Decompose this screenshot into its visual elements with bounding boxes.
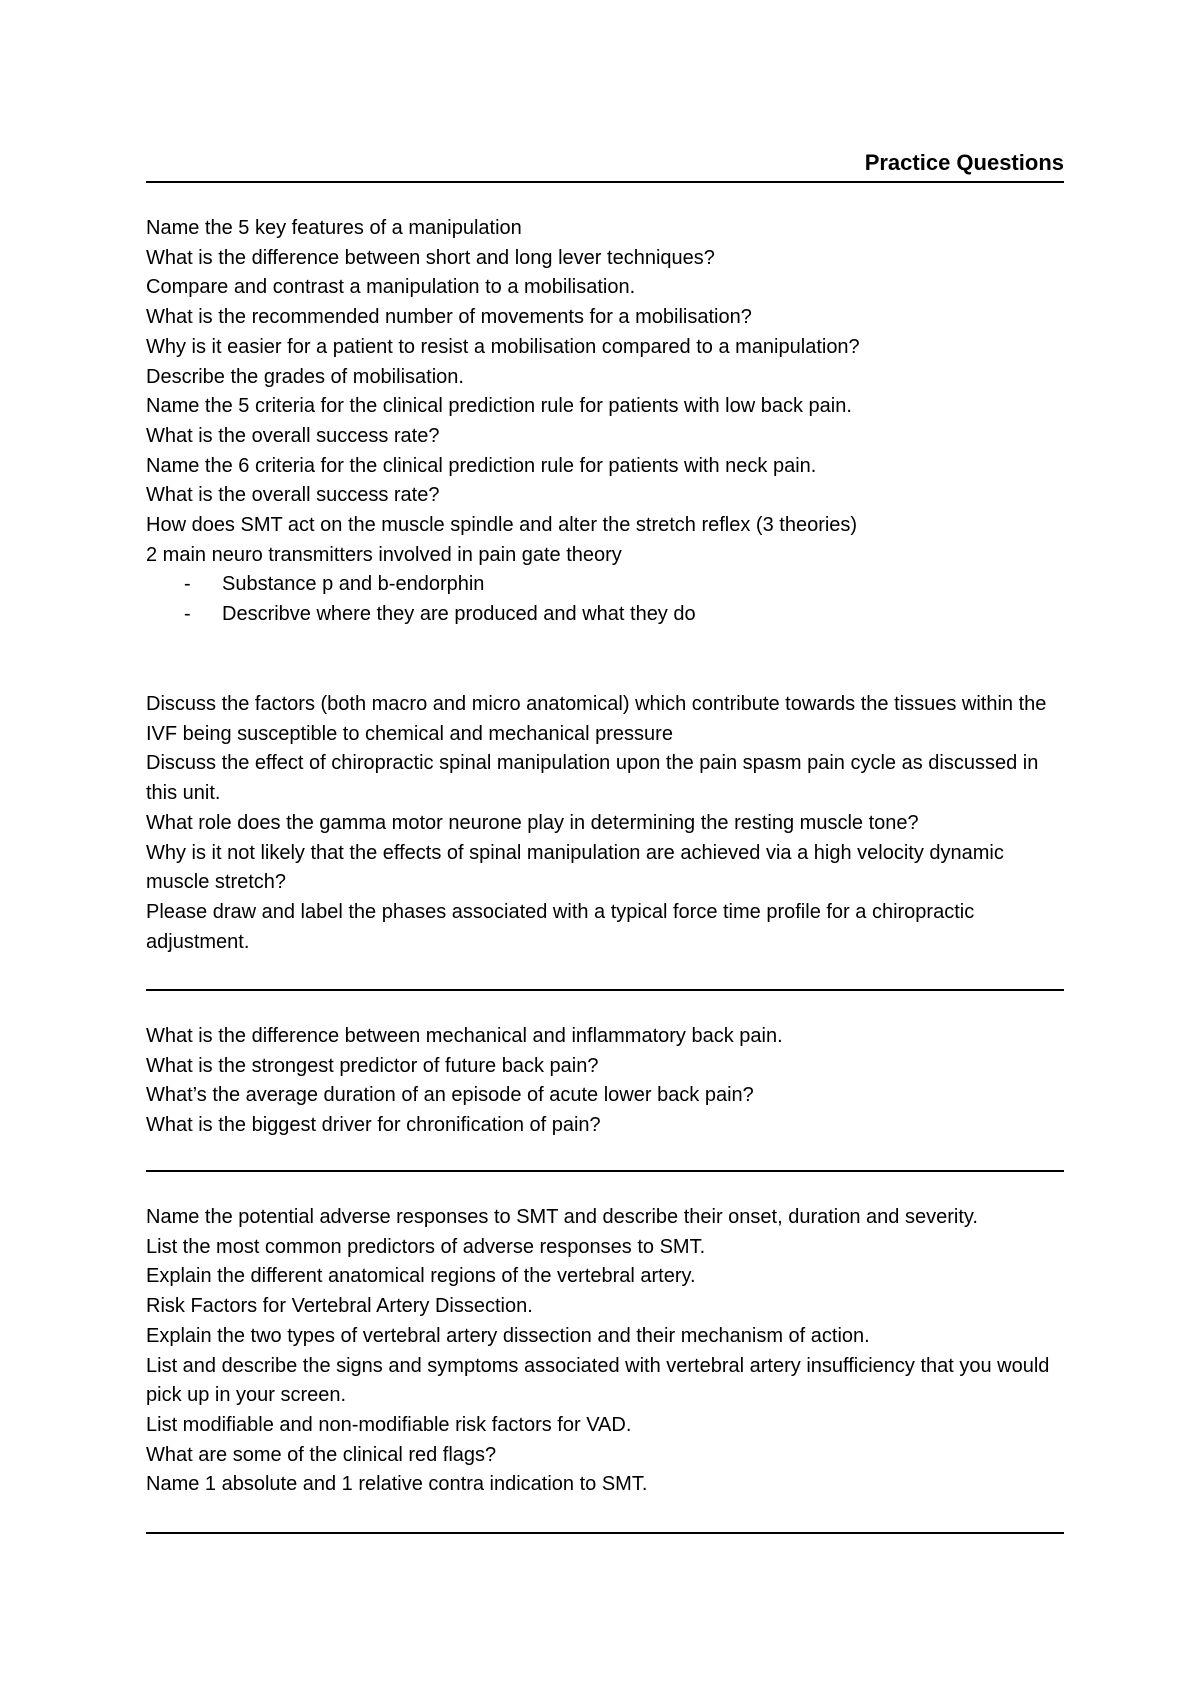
question-item: Why is it easier for a patient to resist a mobilisation compared to a manipulation? xyxy=(146,335,860,358)
question-item: List the most common predictors of adverse responses to SMT. xyxy=(146,1235,706,1258)
question-item: What is the difference between short and long lever techniques? xyxy=(146,246,715,269)
bullet-text: Substance p and b-endorphin xyxy=(222,573,485,596)
question-item: Name the 5 key features of a manipulation xyxy=(146,217,522,239)
question-item: Name the 6 criteria for the clinical prediction rule for patients with neck pain. xyxy=(146,454,817,477)
question-item: Name the 5 criteria for the clinical prediction rule for patients with low back pain. xyxy=(146,395,852,418)
section-4-questions xyxy=(146,1203,1066,1500)
question-item: 2 main neuro transmitters involved in pain gate theory xyxy=(146,543,622,566)
question-item: Risk Factors for Vertebral Artery Dissection. xyxy=(146,1295,533,1318)
question-item: What is the overall success rate? xyxy=(146,484,440,507)
page-title: Practice Questions xyxy=(864,150,1064,175)
question-item: What is the strongest predictor of future back pain? xyxy=(146,1054,599,1077)
question-item: What’s the average duration of an episode of acute lower back pain? xyxy=(146,1084,754,1107)
question-item: What is the overall success rate? xyxy=(146,424,440,447)
question-item: Explain the two types of vertebral artery dissection and their mechanism of action. xyxy=(146,1324,870,1347)
section-divider xyxy=(146,989,1064,991)
question-item: List and describe the signs and symptoms associated with vertebral artery insufficiency that you would pick up in your screen. xyxy=(146,1354,1050,1407)
question-item: What is the recommended number of movements for a mobilisation? xyxy=(146,306,752,329)
section-3-questions xyxy=(146,1022,1086,1141)
question-item: Name the potential adverse responses to SMT and describe their onset, duration and severity. xyxy=(146,1206,978,1228)
question-item: Discuss the factors (both macro and micro anatomical) which contribute towards the tissues within the IVF being susceptible to chemical and mechanical pressure xyxy=(146,693,1047,745)
bullet-item xyxy=(146,600,1086,630)
section-2-questions xyxy=(146,690,1071,957)
section-divider xyxy=(146,1532,1064,1534)
title-divider xyxy=(146,181,1064,183)
bullet-marker: - xyxy=(184,603,191,626)
question-item: Name 1 absolute and 1 relative contra indication to SMT. xyxy=(146,1473,648,1496)
question-item: What is the biggest driver for chronification of pain? xyxy=(146,1114,601,1137)
question-item: Discuss the effect of chiropractic spinal manipulation upon the pain spasm pain cycle as discussed in this unit. xyxy=(146,752,1039,805)
bullet-marker: - xyxy=(184,573,191,596)
question-item: What role does the gamma motor neurone play in determining the resting muscle tone? xyxy=(146,811,919,834)
question-item: List modifiable and non-modifiable risk factors for VAD. xyxy=(146,1413,632,1436)
question-item: How does SMT act on the muscle spindle and alter the stretch reflex (3 theories) xyxy=(146,514,858,537)
bullet-item xyxy=(146,570,1086,600)
question-item: Why is it not likely that the effects of spinal manipulation are achieved via a high velocity dynamic muscle stretch? xyxy=(146,841,1004,894)
section-divider xyxy=(146,1170,1064,1172)
question-item: What is the difference between mechanical and inflammatory back pain. xyxy=(146,1025,783,1047)
question-item: What are some of the clinical red flags? xyxy=(146,1443,497,1466)
section-1-questions xyxy=(146,214,1086,630)
bullet-text: Describve where they are produced and what they do xyxy=(222,603,696,626)
question-item: Compare and contrast a manipulation to a mobilisation. xyxy=(146,276,636,299)
question-item: Describe the grades of mobilisation. xyxy=(146,365,464,388)
question-item: Please draw and label the phases associated with a typical force time profile for a chiropractic adjustment. xyxy=(146,900,975,953)
question-item: Explain the different anatomical regions of the vertebral artery. xyxy=(146,1265,696,1288)
